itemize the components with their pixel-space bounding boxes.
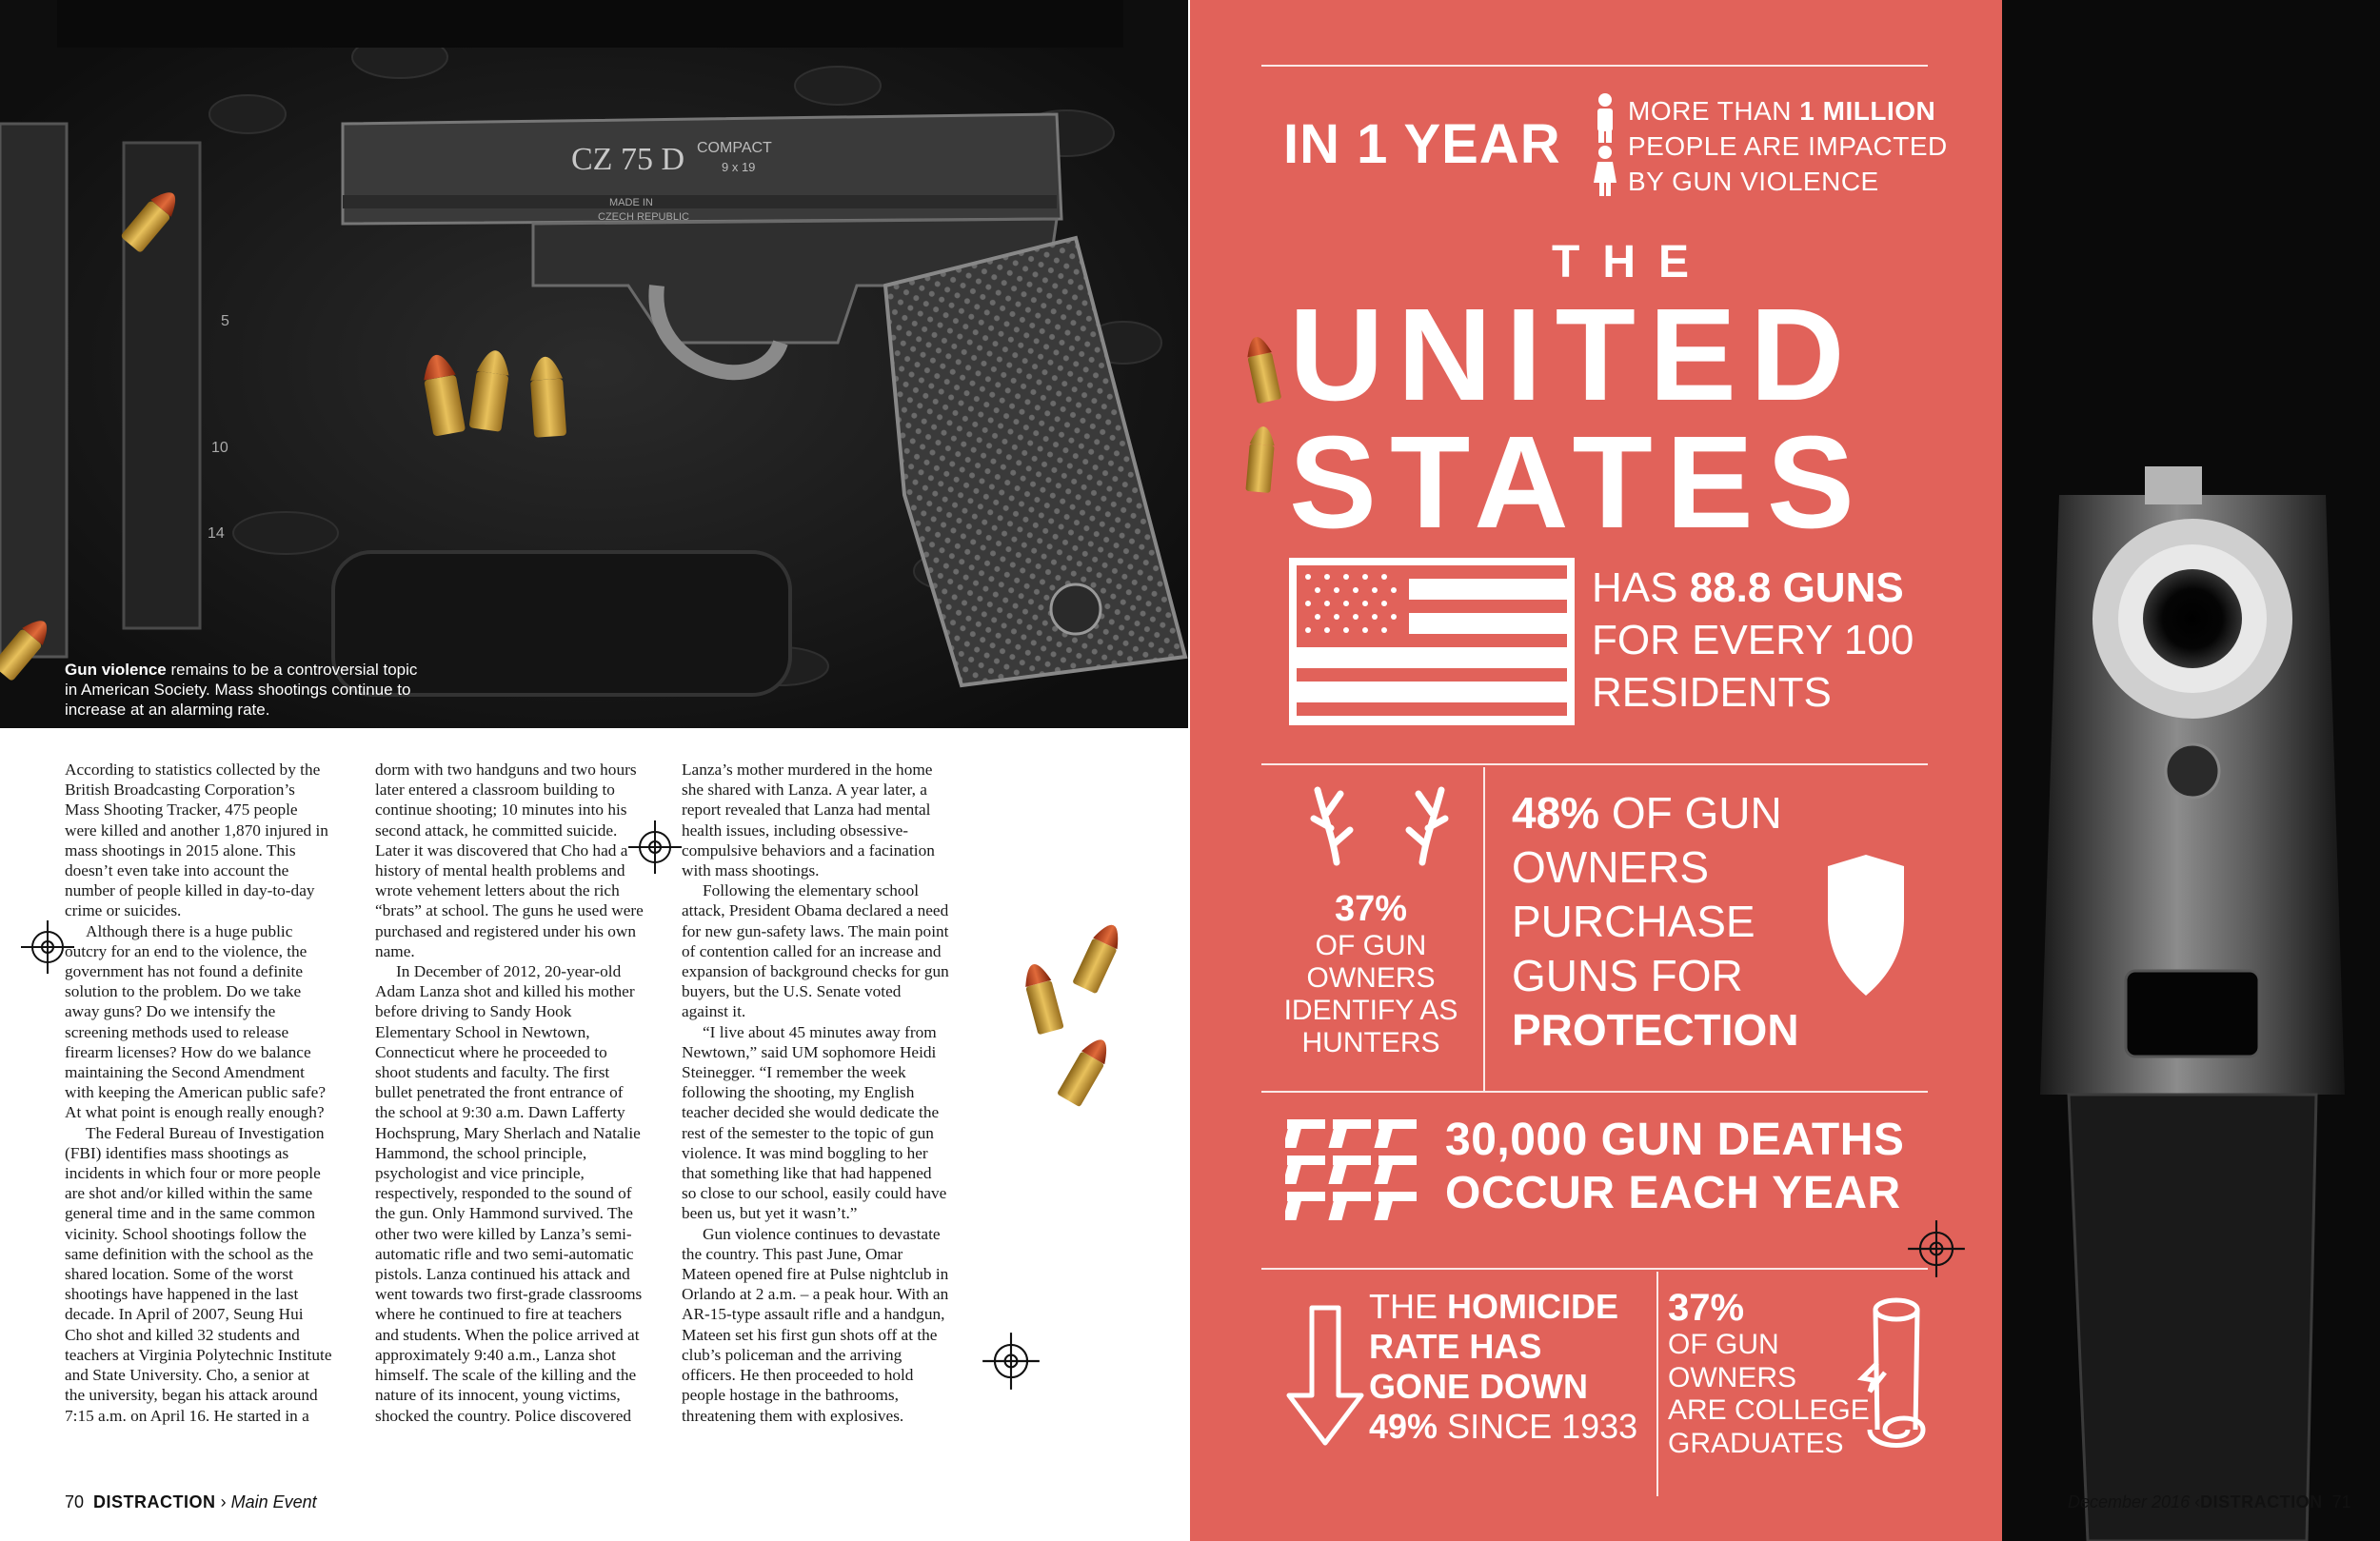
mag-mark-10: 10	[211, 440, 228, 456]
gun-country: CZECH REPUBLIC	[598, 211, 689, 223]
mag-mark-14: 14	[208, 525, 225, 542]
chevron-right-icon: ›	[220, 1492, 227, 1511]
paragraph: dorm with two handguns and two hours later entered a classroom building to continue shooting; 10 minutes into his second attack, he committed suicide. Later it was discovered that Cho had a history of mental health problems and wrote vehement letters about the rich “brats” at school. The guns he used were purchased and registered under his own name.	[375, 761, 644, 960]
gun-model: COMPACT	[697, 140, 772, 156]
hunters-stat	[1257, 888, 1485, 1059]
article-column-2	[375, 760, 644, 1426]
crosshair-icon	[626, 819, 684, 876]
homicide-l1: THE	[1369, 1287, 1448, 1326]
guns-stat	[1592, 562, 1914, 719]
pistol-barrel-photo	[2002, 0, 2380, 1541]
protection-l5: PROTECTION	[1512, 1005, 1799, 1055]
protection-l2: OWNERS	[1512, 842, 1709, 892]
impact-bold: 1 MILLION	[1799, 96, 1936, 126]
paragraph: The Federal Bureau of Investigation (FBI) identifies mass shootings as incidents in which four or more people are shot and/or killed within the same general time and in the same common vicinity. School shootings follow the same definition with the school as the shared location. Some of the worst shootings have happened in the last decade. In April of 2007, Seung Hui Cho shot and killed 32 students and teachers at Virginia Polytechnic Institute and State University. Cho, a senior at the university, began his attack around 7:15 a.m. on April 16. He started in a	[65, 1123, 332, 1425]
bullets-icon	[1223, 314, 1319, 514]
arrow-down-icon	[1285, 1304, 1365, 1447]
crosshair-icon	[19, 919, 76, 976]
crosshair-icon	[981, 1331, 1041, 1392]
diploma-icon	[1856, 1296, 1936, 1454]
infographic-panel	[1190, 0, 2002, 1541]
guns-line3: RESIDENTS	[1592, 669, 1832, 716]
protection-stat	[1512, 786, 1799, 1057]
page-number: 71	[2331, 1492, 2351, 1511]
gun-caliber: 9 x 19	[722, 160, 756, 174]
hunters-l2: OWNERS	[1306, 962, 1436, 994]
guns-bold: 88.8 GUNS	[1689, 564, 1904, 611]
homicide-bold: HOMICIDE	[1447, 1287, 1619, 1326]
deaths-l2: OCCUR EACH YEAR	[1445, 1168, 1901, 1218]
homicide-l2: RATE HAS	[1369, 1327, 1542, 1366]
deaths-l1: 30,000 GUN DEATHS	[1445, 1115, 1905, 1165]
article-column-3	[682, 760, 950, 1426]
protection-l3: PURCHASE	[1512, 897, 1755, 946]
united-heading: UNITED	[1289, 282, 1858, 428]
section-name: Main Event	[230, 1492, 317, 1511]
paragraph: Lanza’s mother murdered in the home she shared with Lanza. A year later, a report revealed that Lanza had mental health issues, including obsessive-compulsive behaviors and a facination with mass shootings.	[682, 761, 935, 880]
page-number: 70	[65, 1492, 85, 1511]
hunters-pct: 37%	[1334, 889, 1408, 929]
guns-line2: FOR EVERY 100	[1592, 617, 1914, 663]
year-heading: IN 1 YEAR	[1283, 113, 1561, 175]
guns-pre: HAS	[1592, 564, 1690, 611]
gun-engraving: CZ 75 D	[571, 142, 684, 177]
folio-right	[2068, 1492, 2351, 1512]
college-stat	[1668, 1287, 1870, 1460]
deaths-stat	[1445, 1114, 1904, 1220]
antlers-icon	[1308, 780, 1451, 866]
shield-icon	[1818, 851, 1914, 999]
homicide-pct: 49%	[1369, 1407, 1438, 1446]
mag-mark-5: 5	[221, 313, 229, 329]
protection-pct: 48%	[1512, 788, 1600, 838]
protection-l1: OF GUN	[1599, 788, 1782, 838]
college-pct: 37%	[1668, 1287, 1745, 1329]
paragraph: Although there is a huge public outcry for an end to the violence, the government has not found a definite solution to the problem. Do we take away guns? Do we intensify the screening methods used to release firearm licenses? How do we balance maintaining the Second Amendment with keeping the American public safe? At what point is enough really enough?	[65, 921, 327, 1122]
folio-left	[65, 1492, 317, 1512]
hunters-l4: HUNTERS	[1301, 1027, 1440, 1058]
paragraph: Following the elementary school attack, President Obama declared a need for new gun-safety laws. The main point of contention called for an increase and expansion of background checks for gun buyers, but the U.S. Senate voted against it.	[682, 881, 949, 1021]
hunters-l3: IDENTIFY AS	[1283, 995, 1458, 1026]
paragraph: “I live about 45 minutes away from Newtown,” said UM sophomore Heidi Steinegger. “I remember the week following the shooting, my English teacher decided she would dedicate the rest of the semester to the topic of gun violence. It was mind boggling to her that something like that had happened so close to our school, easily could have been us, but yet it wasn’t.”	[682, 1022, 947, 1223]
homicide-l3: GONE DOWN	[1369, 1367, 1588, 1406]
gun-case-illustration	[0, 0, 1188, 728]
the-heading: THE	[1552, 237, 1712, 287]
paragraph: In December of 2012, 20-year-old Adam Lanza shot and killed his mother before driving to Sandy Hook Elementary School in Newtown, Connecticut where he proceeded to shoot students and faculty. The first bullet penetrated the front entrance of the school at 9:30 a.m. Dawn Lafferty Hochsprung, Mary Sherlach and Natalie Hammond, the school principle, psychologist and vice principle, respectively, responded to the sound of the gun. Only Hammond survived. The other two were killed by Lanza’s semi-automatic rifle and two semi-automatic pistols. Lanza continued his attack and went towards two first-grade classrooms where he continued to fire at teachers and students. When the police arrived at approximately 9:40 a.m., Lanza shot himself. The scale of the killing and the nature of its innocent, young victims, shocked the country. Police discovered	[375, 962, 643, 1425]
college-l2: OWNERS	[1668, 1361, 1796, 1393]
caption-text: remains to be a controversial topic in American Society. Mass shootings continue to increase at an alarming rate.	[65, 661, 418, 719]
paragraph: Gun violence continues to devastate the country. This past June, Omar Mateen opened fire at Pulse nightclub in Orlando at 2 a.m. – a peak hour. With an AR-15-type assault rifle and a handgun, Mateen set his first gun shots off at the club’s policeman and the arriving officers. He then proceeded to hold people hostage in the bathrooms, threatening them with explosives.	[682, 1224, 949, 1425]
college-l1: OF GUN	[1668, 1329, 1779, 1360]
impact-text	[1628, 93, 1948, 199]
protection-l4: GUNS FOR	[1512, 951, 1743, 1000]
hunters-l1: OF GUN	[1315, 930, 1427, 961]
college-l3: ARE COLLEGE	[1668, 1394, 1870, 1426]
states-heading: STATES	[1289, 409, 1868, 556]
magazine-name: DISTRACTION	[2200, 1492, 2323, 1511]
people-icon	[1588, 91, 1622, 198]
article-column-1	[65, 760, 333, 1426]
impact-line2: PEOPLE ARE IMPACTED	[1628, 131, 1948, 161]
issue-date: December 2016	[2068, 1492, 2191, 1511]
gun-case-photo	[0, 0, 1188, 728]
caption-bold: Gun violence	[65, 661, 167, 679]
us-flag-icon	[1289, 558, 1575, 725]
chevron-left-icon: ‹	[2194, 1492, 2201, 1511]
bullets-icon	[990, 895, 1180, 1142]
crosshair-icon	[1906, 1218, 1967, 1279]
homicide-l4: SINCE 1933	[1438, 1407, 1638, 1446]
magazine-name: DISTRACTION	[93, 1492, 216, 1511]
paragraph: According to statistics collected by the British Broadcasting Corporation’s Mass Shooting Tracker, 475 people were killed and another 1,870 injured in mass shootings in 2015 alone. This doesn’t even take into account the number of people killed in day-to-day crime or suicides.	[65, 761, 328, 920]
impact-line3: BY GUN VIOLENCE	[1628, 167, 1879, 196]
photo-caption	[65, 660, 426, 720]
impact-line1: MORE THAN	[1628, 96, 1800, 126]
homicide-stat	[1369, 1287, 1637, 1447]
handguns-icon	[1285, 1117, 1428, 1222]
gun-made-in: MADE IN	[609, 197, 653, 208]
pistol-front-illustration	[2002, 0, 2380, 1541]
college-l4: GRADUATES	[1668, 1427, 1844, 1459]
